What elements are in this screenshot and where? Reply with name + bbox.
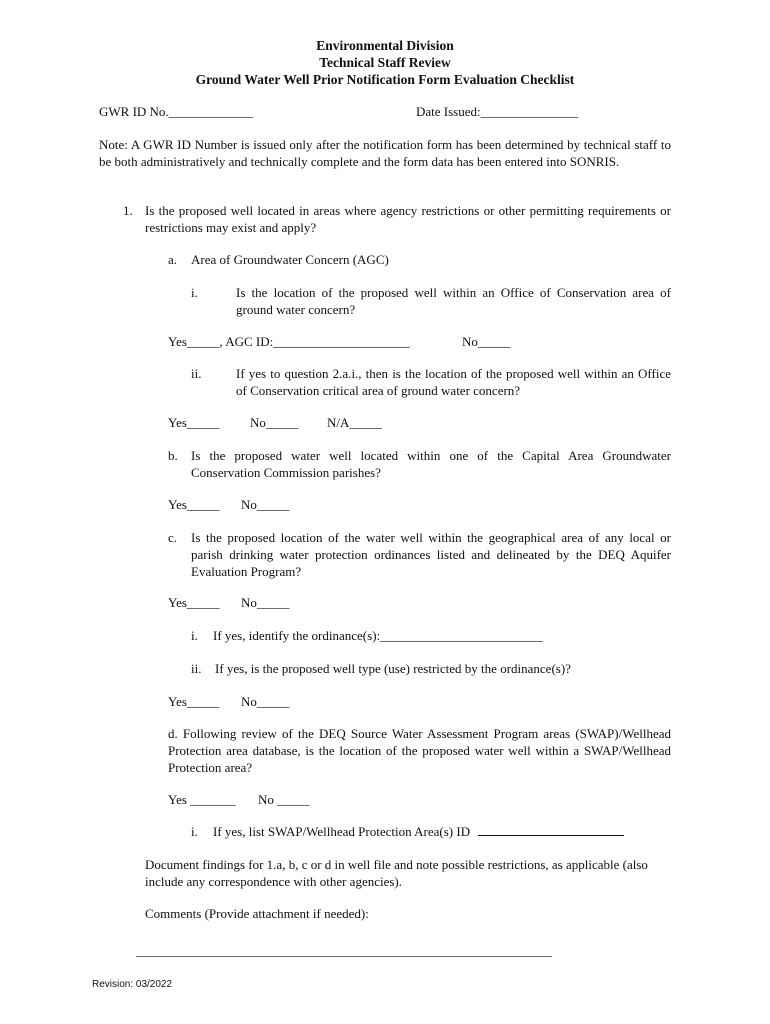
revision-footer: Revision: 03/2022 xyxy=(92,979,173,990)
gwr-id-field: GWR ID No._____________ xyxy=(99,104,254,119)
item-c-ii-yes: Yes_____ xyxy=(168,694,220,709)
item-c-text: Is the proposed location of the water well within the geographical area of any local or parish drinking water protection ordinances listed and delineated by the DEQ Aquifer Evaluation Program? xyxy=(191,530,671,579)
item-a-i-yes-agc: Yes_____, AGC ID:_____________________ xyxy=(168,334,410,349)
item-c-ii-no: No_____ xyxy=(241,694,290,709)
item-c-label: c. xyxy=(168,530,178,545)
item-b-yes: Yes_____ xyxy=(168,497,220,512)
item-b-no: No_____ xyxy=(241,497,290,512)
item-d-text: d. Following review of the DEQ Source Water Assessment Program areas (SWAP)/Wellhead Protection area database, is the location of the proposed water well within a SWAP/Wellhead Protection area? xyxy=(168,726,671,775)
note-text: Note: A GWR ID Number is issued only after the notification form has been determined by technical staff to be both administratively and technically complete and the form data has been entered into SONRIS. xyxy=(99,137,671,169)
item-c-i-label: i. xyxy=(191,628,198,643)
date-issued-field: Date Issued:_______________ xyxy=(416,104,579,119)
item-c-i-text: If yes, identify the ordinance(s):_________________________ xyxy=(213,628,543,643)
item-d-i-text: If yes, list SWAP/Wellhead Protection Area(s) ID xyxy=(213,824,471,839)
item-d-yes: Yes _______ xyxy=(168,792,236,807)
item-d-no: No _____ xyxy=(258,792,310,807)
item-b-text: Is the proposed water well located within one of the Capital Area Groundwater Conservation Commission parishes? xyxy=(191,448,671,480)
item-c-no: No_____ xyxy=(241,595,290,610)
item-a-ii-text: If yes to question 2.a.i., then is the location of the proposed well within an Office of Conservation critical area of ground water concern? xyxy=(236,366,671,398)
item-c-ii-label: ii. xyxy=(191,661,202,676)
item-a-label: a. xyxy=(168,252,178,267)
item-c-ii-text: If yes, is the proposed well type (use) restricted by the ordinance(s)? xyxy=(215,661,571,676)
findings-instruction: Document findings for 1.a, b, c or d in well file and note possible restrictions, as applicable (also include any correspondence with other agencies). xyxy=(145,857,648,889)
item-a-ii-label: ii. xyxy=(191,366,202,381)
item-a-i-text: Is the location of the proposed well within an Office of Conservation area of ground water concern? xyxy=(236,285,671,317)
item-a-ii-na: N/A_____ xyxy=(327,415,382,430)
item-a-text: Area of Groundwater Concern (AGC) xyxy=(191,252,389,267)
comments-blank-line: ________________________________________________________________ xyxy=(136,943,552,958)
division-title: Environmental Division xyxy=(316,38,454,53)
question-1-number: 1. xyxy=(123,203,133,218)
item-a-ii-no: No_____ xyxy=(250,415,299,430)
item-d-i-text-row xyxy=(213,823,624,840)
item-c-yes: Yes_____ xyxy=(168,595,220,610)
item-d-i-label: i. xyxy=(191,824,198,839)
question-1-text: Is the proposed well located in areas where agency restrictions or other permitting requirements or restrictions may exist and apply? xyxy=(145,203,671,235)
item-a-i-label: i. xyxy=(191,285,198,300)
item-a-i-no: No_____ xyxy=(462,334,511,349)
item-b-label: b. xyxy=(168,448,178,463)
item-a-ii-yes: Yes_____ xyxy=(168,415,220,430)
review-title: Technical Staff Review xyxy=(319,55,451,70)
form-title: Ground Water Well Prior Notification Form Evaluation Checklist xyxy=(195,72,575,87)
swap-id-blank-line xyxy=(478,823,624,836)
comments-label: Comments (Provide attachment if needed): xyxy=(145,906,369,921)
